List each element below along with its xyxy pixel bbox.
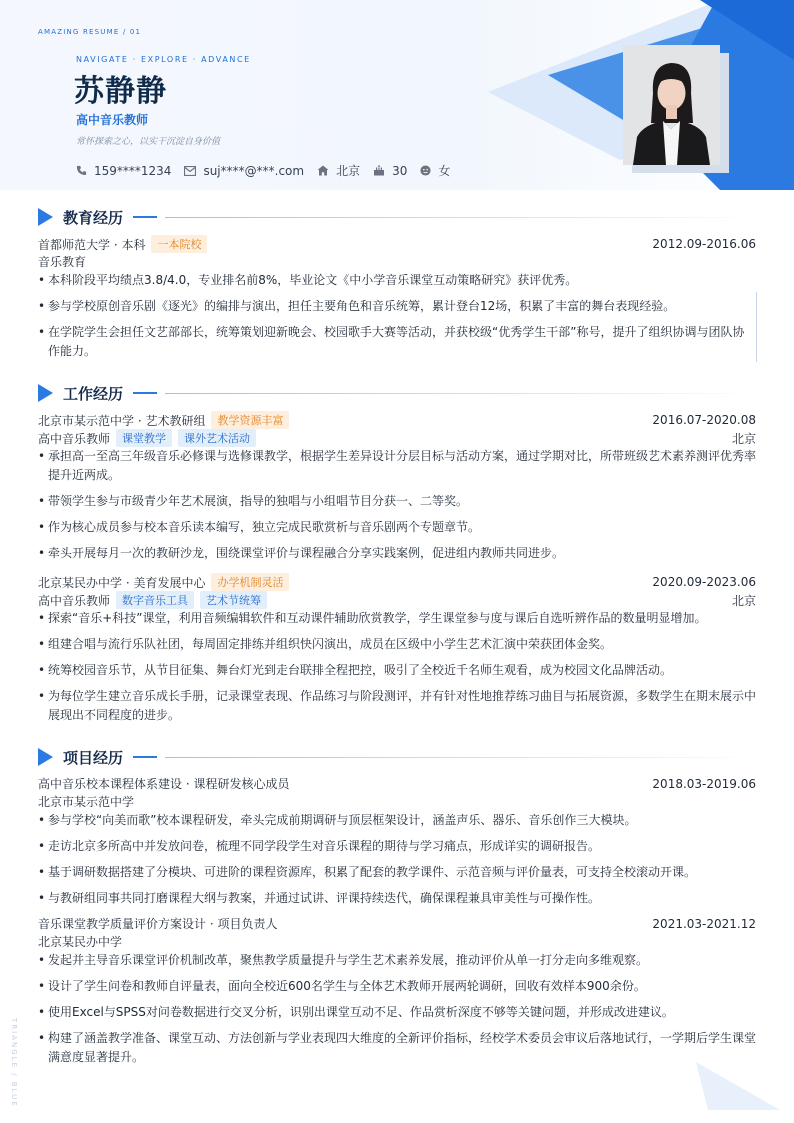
list-item: • 基于调研数据搭建了分模块、可进阶的课程资源库，积累了配套的教学课件、示范音频与评价量表，可支持全校滚动开课。 — [38, 863, 756, 882]
candidate-motto: 常怀探索之心，以实干沉淀自身价值 — [76, 137, 221, 147]
project-entry-header — [38, 775, 756, 792]
resume-tag: AMAZING RESUME / 01 — [38, 28, 142, 36]
list-item: • 在学院学生会担任文艺部部长，统筹策划迎新晚会、校园歌手大赛等活动，并获校级“优秀学生干部”称号，提升了组织协调与团队协作能力。 — [38, 323, 756, 361]
skill-tag: 课外艺术活动 — [178, 429, 256, 447]
school-badge: 一本院校 — [151, 235, 207, 253]
face-icon — [420, 165, 431, 176]
project-bullets — [38, 811, 756, 915]
list-item: • 组建合唱与流行乐队社团，每周固定排练并组织快闪演出，成员在区级中小学生艺术汇演中荣获团体金奖。 — [38, 635, 756, 654]
email-text: suj****@***.com — [203, 163, 305, 178]
section-title: 工作经历 — [63, 384, 124, 403]
corner-triangle-decoration — [680, 1058, 794, 1123]
skill-tag: 数字音乐工具 — [116, 591, 194, 609]
list-item: • 统筹校园音乐节，从节目征集、舞台灯光到走台联排全程把控，吸引了全校近千名师生观看，成为校园文化品牌活动。 — [38, 661, 756, 680]
section-dash — [133, 216, 157, 218]
list-item: • 探索“音乐+科技”课堂，利用音频编辑软件和互动课件辅助欣赏教学，学生课堂参与度与课后自选听辨作品的数量明显增加。 — [38, 609, 756, 628]
list-item: • 参与学校“向美而歌”校本课程研发，牵头完成前期调研与顶层框架设计，涵盖声乐、器乐、音乐创作三大模块。 — [38, 811, 756, 830]
header-slogan: NAVIGATE · EXPLORE · ADVANCE — [76, 55, 251, 64]
education-entry-header — [38, 235, 756, 253]
project-name: 高中音乐校本课程体系建设 · 课程研发核心成员 — [38, 777, 290, 791]
project-date: 2018.03-2019.06 — [652, 776, 756, 791]
work-entry-header — [38, 573, 756, 591]
phone-text: 159****1234 — [94, 163, 172, 178]
project-entry-header — [38, 915, 756, 932]
work-location: 北京 — [731, 593, 756, 608]
skill-tag: 课堂教学 — [116, 429, 172, 447]
list-item: • 承担高一至高三年级音乐必修课与选修课教学，根据学生差异设计分层目标与活动方案，通过学期对比，所带班级艺术素养测评优秀率提升近两成。 — [38, 447, 756, 485]
section-education-header — [38, 207, 756, 227]
list-item: • 参与学校原创音乐剧《逐光》的编排与演出，担任主要角色和音乐统筹，累计登台12场，积累了丰富的舞台表现经验。 — [38, 297, 756, 316]
section-projects-header — [38, 747, 756, 767]
section-title: 教育经历 — [63, 208, 124, 227]
project-org: 北京市某示范中学 — [38, 795, 135, 809]
candidate-name: 苏静静 — [74, 74, 167, 109]
list-item: • 使用Excel与SPSS对问卷数据进行交叉分析，识别出课堂互动不足、作品赏析深度不够等关键问题，并形成改进建议。 — [38, 1003, 756, 1022]
section-divider — [165, 217, 756, 218]
work-position-row — [38, 591, 756, 609]
list-item: • 作为核心成员参与校本音乐读本编写，独立完成民歌赏析与音乐剧两个专题章节。 — [38, 518, 756, 537]
age-text: 30 — [392, 163, 408, 178]
phone-icon — [76, 165, 87, 176]
section-arrow-icon — [38, 384, 53, 402]
work-location: 北京 — [731, 431, 756, 446]
school-name: 首都师范大学 · 本科 — [38, 237, 146, 252]
city-text: 北京 — [336, 164, 361, 178]
list-item: • 带领学生参与市级青少年艺术展演，指导的独唱与小组唱节目分获一、二等奖。 — [38, 492, 756, 511]
contact-email — [184, 164, 304, 178]
education-side-rule — [756, 292, 757, 362]
section-arrow-icon — [38, 748, 53, 766]
candidate-role: 高中音乐教师 — [76, 113, 149, 127]
gender-text: 女 — [438, 164, 451, 178]
work-org: 北京某民办中学 · 美育发展中心 — [38, 575, 206, 590]
section-divider — [165, 393, 756, 394]
work-bullets — [38, 609, 756, 732]
work-org: 北京市某示范中学 · 艺术教研组 — [38, 413, 206, 428]
work-date: 2020.09-2023.06 — [652, 575, 756, 589]
list-item: • 发起并主导音乐课堂评价机制改革，聚焦教学质量提升与学生艺术素养发展，推动评价从单一打分走向多维观察。 — [38, 951, 756, 970]
work-date: 2016.07-2020.08 — [652, 413, 756, 427]
home-icon — [317, 165, 329, 176]
work-position: 高中音乐教师 — [38, 431, 111, 446]
mail-icon — [184, 166, 196, 176]
list-item: • 为每位学生建立音乐成长手册，记录课堂表现、作品练习与阶段测评，并有针对性地推荐练习曲目与拓展资源，多数学生在期末展示中展现出不同程度的进步。 — [38, 687, 756, 725]
profile-photo — [623, 45, 720, 165]
education-major: 音乐教育 — [38, 255, 87, 269]
section-title: 项目经历 — [63, 748, 124, 767]
contact-phone — [76, 164, 171, 178]
section-dash — [133, 392, 157, 394]
contact-bar — [76, 162, 463, 179]
project-org: 北京某民办中学 — [38, 935, 123, 949]
portrait-illustration — [623, 45, 720, 165]
project-bullets — [38, 951, 756, 1074]
work-entry-header — [38, 411, 756, 429]
section-divider — [165, 757, 756, 758]
project-date: 2021.03-2021.12 — [652, 916, 756, 931]
project-name: 音乐课堂教学质量评价方案设计 · 项目负责人 — [38, 917, 278, 931]
section-arrow-icon — [38, 208, 53, 226]
work-badge: 教学资源丰富 — [211, 411, 289, 429]
education-date: 2012.09-2016.06 — [652, 237, 756, 251]
list-item: • 本科阶段平均绩点3.8/4.0，专业排名前8%，毕业论文《中小学音乐课堂互动策略研究》获评优秀。 — [38, 271, 756, 290]
side-watermark: TRIANGLE / BLUE — [10, 1018, 18, 1108]
contact-city — [317, 162, 360, 179]
list-item: • 与教研组同事共同打磨课程大纲与教案，并通过试讲、评课持续迭代，确保课程兼具审美性与可操作性。 — [38, 889, 756, 908]
education-bullets — [38, 271, 756, 368]
skill-tag: 艺术节统筹 — [200, 591, 267, 609]
list-item: • 设计了学生问卷和教师自评量表，面向全校近600名学生与全体艺术教师开展两轮调研，回收有效样本900余份。 — [38, 977, 756, 996]
list-item: • 牵头开展每月一次的教研沙龙，围绕课堂评价与课程融合分享实践案例，促进组内教师共同进步。 — [38, 544, 756, 563]
list-item: • 构建了涵盖教学准备、课堂互动、方法创新与学业表现四大维度的全新评价指标，经校学术委员会审议后落地试行，一学期后学生课堂满意度显著提升。 — [38, 1029, 756, 1067]
section-work-header — [38, 383, 756, 403]
work-badge: 办学机制灵活 — [211, 573, 289, 591]
cake-icon — [373, 165, 385, 176]
section-dash — [133, 756, 157, 758]
work-bullets — [38, 447, 756, 570]
contact-gender — [420, 162, 450, 179]
work-position-row — [38, 429, 756, 447]
work-position: 高中音乐教师 — [38, 593, 111, 608]
contact-age — [373, 164, 407, 178]
list-item: • 走访北京多所高中并发放问卷，梳理不同学段学生对音乐课程的期待与学习痛点，形成详实的调研报告。 — [38, 837, 756, 856]
